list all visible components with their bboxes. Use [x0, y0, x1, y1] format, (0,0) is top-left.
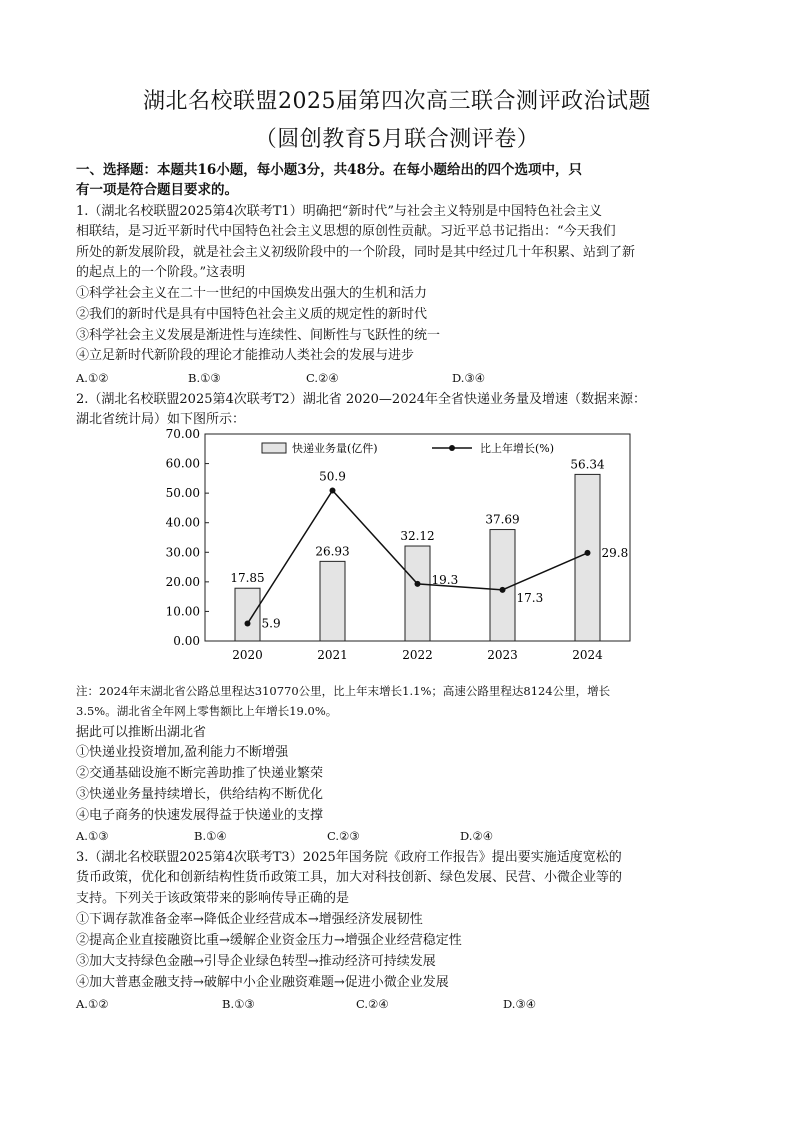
q3-stem-line: 货币政策，优化和创新结构性货币政策工具，加大对科技创新、绿色发展、民营、小微企业等的: [76, 870, 623, 885]
q2-note-line: 3.5%。湖北省全年网上零售额比上年增长19.0%。: [76, 704, 338, 718]
q2-statement-1: ①快递业投资增加,盈利能力不断增强: [76, 745, 289, 760]
y-tick-label: 70.00: [165, 427, 200, 441]
q1-stem-line: 1.（湖北名校联盟2025第4次联考T1）明确把“新时代”与社会主义特别是中国特色社会主义: [76, 204, 602, 219]
legend-line-label: 比上年增长(%): [480, 442, 555, 455]
growth-data-label: 17.3: [516, 590, 544, 605]
chart-legend: [262, 441, 554, 455]
q2-option-d[interactable]: D.②④: [460, 829, 494, 843]
section-instruction-line2: 有一项是符合题目要求的。: [76, 182, 238, 198]
q3-option-d[interactable]: D.③④: [503, 997, 537, 1011]
q1-statement-1: ①科学社会主义在二十一世纪的中国焕发出强大的生机和活力: [76, 286, 428, 301]
q3-statement-4: ④加大普惠金融支持→破解中小企业融资难题→促进小微企业发展: [76, 975, 449, 990]
x-tick-label: 2020: [232, 648, 263, 662]
q3-stem-line: 3.（湖北名校联盟2025第4次联考T3）2025年国务院《政府工作报告》提出要实施适度宽松的: [76, 850, 622, 865]
q1-stem-line: 所处的新发展阶段，就是社会主义初级阶段中的一个阶段，同时是其中经过几十年积累、站到了新: [76, 245, 636, 260]
bar: [235, 588, 260, 641]
bar-data-label: 26.93: [315, 544, 350, 559]
growth-point: [585, 550, 591, 556]
q2-statement-2: ②交通基础设施不断完善助推了快递业繁荣: [76, 766, 324, 781]
y-tick-label: 60.00: [165, 456, 200, 471]
q1-option-c[interactable]: C.②④: [306, 371, 339, 385]
q2-stem-line: 湖北省统计局）如下图所示：: [76, 412, 246, 427]
y-tick-label: 10.00: [165, 604, 200, 619]
growth-line-series: [245, 469, 629, 630]
growth-data-label: 19.3: [431, 572, 459, 587]
q2-note-line: 注：2024年末湖北省公路总里程达310770公里，比上年末增长1.1%；高速公路里程达8124公里，增长: [76, 684, 611, 698]
q3-statement-2: ②提高企业直接融资比重→缓解企业资金压力→增强企业经营稳定性: [76, 933, 462, 948]
q3-statement-3: ③加大支持绿色金融→引导企业绿色转型→推动经济可持续发展: [76, 954, 436, 969]
growth-point: [415, 581, 421, 587]
growth-point: [330, 487, 336, 493]
growth-data-label: 5.9: [261, 616, 281, 631]
q2-option-a[interactable]: A.①③: [76, 829, 109, 843]
y-tick-label: 0.00: [173, 634, 200, 648]
growth-data-label: 50.9: [319, 469, 346, 484]
legend-bar-label: 快递业务量(亿件): [292, 442, 378, 455]
growth-point: [500, 587, 506, 593]
bar: [575, 474, 600, 641]
q1-statement-3: ③科学社会主义发展是渐进性与连续性、间断性与飞跃性的统一: [76, 328, 441, 343]
bar-data-label: 56.34: [570, 457, 605, 472]
express-delivery-chart: [0, 424, 794, 664]
growth-data-label: 29.8: [601, 545, 629, 560]
legend-bar-swatch: [262, 443, 286, 453]
x-tick-label: 2022: [402, 648, 433, 662]
q1-stem-line: 的起点上的一个阶段。”这表明: [76, 265, 246, 280]
bar-data-label: 32.12: [400, 529, 435, 544]
section-instruction-line1: 一、选择题：本题共16小题，每小题3分，共48分。在每小题给出的四个选项中，只: [76, 162, 582, 178]
bar: [405, 546, 430, 641]
bar: [320, 561, 345, 641]
q1-option-d[interactable]: D.③④: [452, 371, 486, 385]
q2-statement-4: ④电子商务的快速发展得益于快递业的支撑: [76, 808, 324, 823]
y-tick-label: 40.00: [165, 515, 200, 530]
q1-statement-4: ④立足新时代新阶段的理论才能推动人类社会的发展与进步: [76, 348, 415, 363]
growth-point: [245, 621, 251, 627]
q1-option-b[interactable]: B.①③: [188, 371, 221, 385]
q2-prompt: 据此可以推断出湖北省: [76, 725, 207, 740]
q2-option-b[interactable]: B.①④: [194, 829, 227, 843]
q1-stem-line: 相联结，是习近平新时代中国特色社会主义思想的原创性贡献。习近平总书记指出：“今天我们: [76, 224, 616, 239]
q3-statement-1: ①下调存款准备金率→降低企业经营成本→增强经济发展韧性: [76, 912, 423, 927]
q2-stem-line: 2.（湖北名校联盟2025第4次联考T2）湖北省 2020—2024年全省快递业务量及增速（数据来源：: [76, 392, 647, 407]
legend-line-marker: [449, 445, 455, 451]
exam-subtitle: （圆创教育5月联合测评卷）: [254, 127, 540, 152]
q3-option-b[interactable]: B.①③: [222, 997, 255, 1011]
q1-statement-2: ②我们的新时代是具有中国特色社会主义质的规定性的新时代: [76, 307, 428, 322]
bar-data-label: 17.85: [230, 571, 265, 586]
y-tick-label: 20.00: [165, 574, 200, 589]
x-tick-label: 2021: [317, 648, 348, 662]
x-tick-label: 2023: [487, 648, 518, 662]
bar-series: [230, 457, 605, 641]
bar-data-label: 37.69: [485, 512, 520, 527]
q3-option-c[interactable]: C.②④: [356, 997, 389, 1011]
q2-option-c[interactable]: C.②③: [327, 829, 360, 843]
q3-option-a[interactable]: A.①②: [76, 997, 109, 1011]
q3-stem-line: 支持。下列关于该政策带来的影响传导正确的是: [76, 891, 350, 906]
q2-statement-3: ③快递业务量持续增长，供给结构不断优化: [76, 787, 324, 802]
q1-option-a[interactable]: A.①②: [76, 371, 109, 385]
exam-title: 湖北名校联盟2025届第四次高三联合测评政治试题: [143, 89, 651, 114]
x-tick-label: 2024: [572, 648, 603, 662]
y-tick-label: 50.00: [165, 486, 200, 501]
y-tick-label: 30.00: [165, 545, 200, 560]
